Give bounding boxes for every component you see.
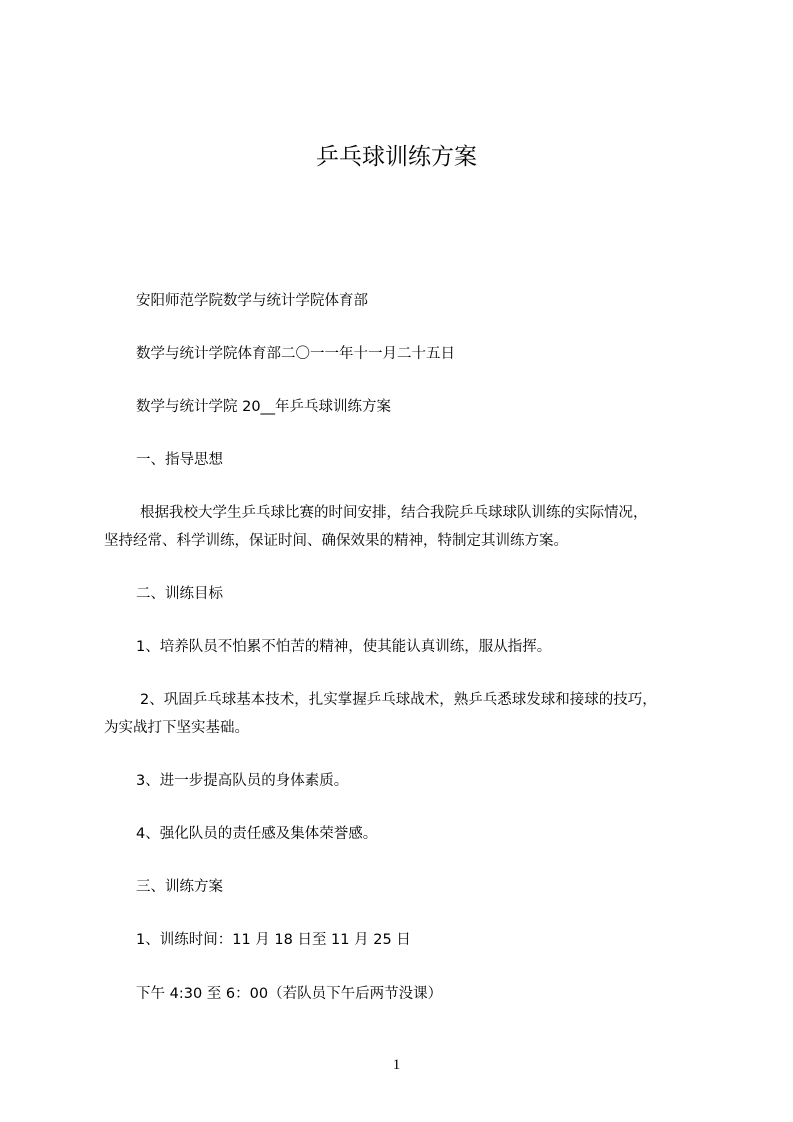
plan-item-1-time: 下午 4:30 至 6：00（若队员下午后两节没课） — [136, 986, 443, 1002]
section3-heading: 三、训练方案 — [136, 879, 223, 895]
date-line: 数学与统计学院体育部二〇一一年十一月二十五日 — [136, 346, 455, 362]
goal-item-2-line1: 2、巩固乒乓球基本技术，扎实掌握乒乓球战术，熟乒乓悉球发球和接球的技巧， — [140, 692, 657, 708]
section1-paragraph-line2: 坚持经常、科学训练，保证时间、确保效果的精神，特制定其训练方案。 — [104, 533, 568, 549]
org-line: 安阳师范学院数学与统计学院体育部 — [136, 293, 368, 309]
goal-item-1: 1、培养队员不怕累不怕苦的精神，使其能认真训练，服从指挥。 — [136, 639, 552, 655]
subtitle-line: 数学与统计学院 20__年乒乓球训练方案 — [136, 399, 392, 415]
goal-item-2-line2: 为实战打下坚实基础。 — [104, 720, 249, 736]
document-title: 乒乓球训练方案 — [316, 144, 477, 170]
plan-item-1: 1、训练时间：11 月 18 日至 11 月 25 日 — [136, 932, 411, 948]
goal-item-4: 4、强化队员的责任感及集体荣誉感。 — [136, 826, 378, 842]
page-number: 1 — [392, 1057, 401, 1073]
section2-heading: 二、训练目标 — [136, 586, 223, 602]
section1-paragraph-line1: 根据我校大学生乒乓球比赛的时间安排，结合我院乒乓球球队训练的实际情况， — [140, 505, 648, 521]
goal-item-3: 3、进一步提高队员的身体素质。 — [136, 773, 349, 789]
section1-heading: 一、指导思想 — [136, 452, 223, 468]
